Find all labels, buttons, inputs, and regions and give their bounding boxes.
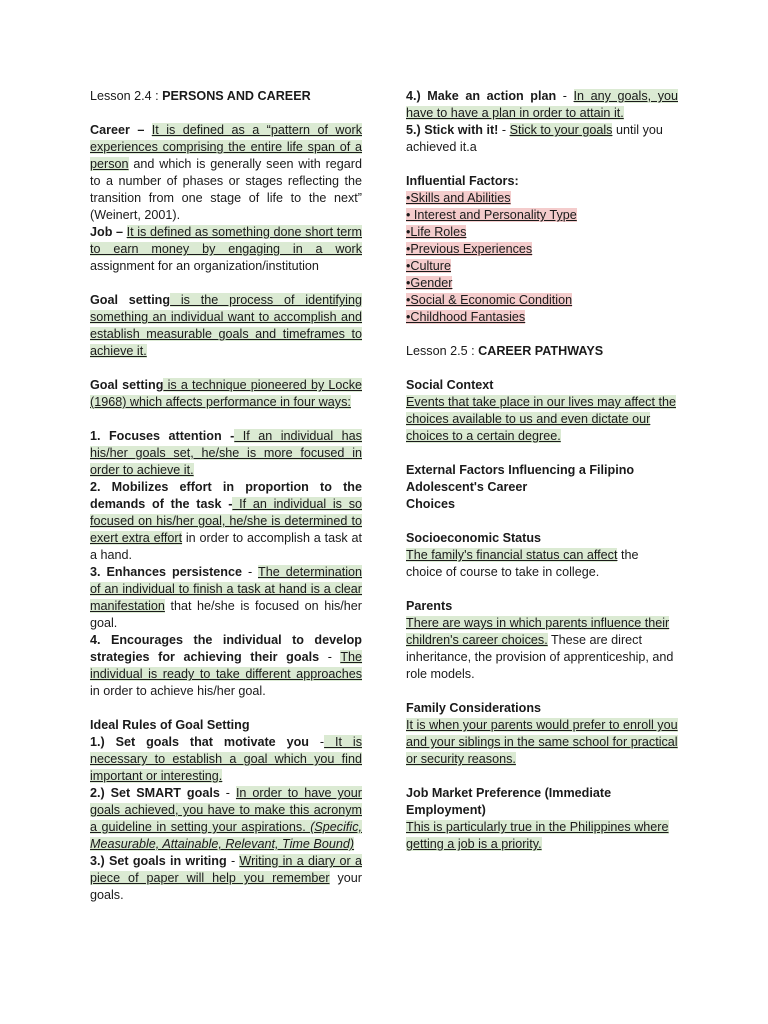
highlight: It is defined as something done short term to earn money by engaging in a work xyxy=(90,225,362,256)
factor-item xyxy=(406,292,678,309)
highlight: If an individual is so focused on his/her goal, he/she is determined to exert extra effort xyxy=(90,497,362,545)
highlight: is the process of identifying something an individual want to accomplish and establish measurable goals and timeframes to achieve it. xyxy=(90,293,362,358)
way-item xyxy=(90,564,362,632)
external-heading: Choices xyxy=(406,497,455,511)
socioeconomic-heading: Socioeconomic Status xyxy=(406,531,542,545)
lesson-title: CAREER PATHWAYS xyxy=(478,344,604,358)
family-text xyxy=(406,717,678,768)
lesson-2-4-heading xyxy=(90,88,362,105)
highlight: The individual is ready to take different approaches xyxy=(90,650,363,681)
text: These are direct inheritance, the provision of apprenticeship, and role models. xyxy=(406,633,674,681)
separator: - xyxy=(498,123,510,137)
factor-item xyxy=(406,309,678,326)
factor-text: •Skills and Abilities xyxy=(406,191,511,205)
job-definition xyxy=(90,224,362,275)
way-item xyxy=(90,479,362,564)
factor-text: • Interest and Personality Type xyxy=(406,208,577,222)
social-text xyxy=(406,394,678,445)
highlight: In any goals, you have to have a plan in order to attain it. xyxy=(406,89,678,120)
text: in order to accomplish a task at a hand. xyxy=(90,531,362,562)
lesson-title: PERSONS AND CAREER xyxy=(162,89,311,103)
text: assignment for an organization/institution xyxy=(90,259,319,273)
smart-acronym: (Specific, Measurable, Attainable, Relevant, Time Bound) xyxy=(90,820,362,851)
highlight: Stick to your goals xyxy=(509,123,613,137)
left-column xyxy=(90,88,362,904)
term: Career – xyxy=(90,123,152,137)
term: Goal setting xyxy=(90,293,171,307)
separator: - xyxy=(319,650,341,664)
way-title: 2. Mobilizes effort in proportion to the demands of the task - xyxy=(90,480,362,511)
rule-item xyxy=(90,734,362,785)
external-heading: Adolescent's Career xyxy=(406,480,528,494)
external-heading: External Factors Influencing a Filipino xyxy=(406,463,635,477)
factor-item xyxy=(406,275,678,292)
rule-item xyxy=(90,785,362,853)
way-title: 4. Encourages the individual to develop strategies for achieving their goals xyxy=(90,633,362,664)
term: Job – xyxy=(90,225,127,239)
highlight: Writing in a diary or a piece of paper will help you remember xyxy=(90,854,362,885)
text: your goals. xyxy=(90,871,362,902)
factor-item xyxy=(406,241,678,258)
highlight: The family's financial status can affect xyxy=(406,548,618,562)
highlight: It is defined as a “pattern of work experiences comprising the entire life span of a person xyxy=(90,123,362,171)
social-heading: Social Context xyxy=(406,378,494,392)
rule-title: 5.) Stick with it! xyxy=(406,123,499,137)
highlight: There are ways in which parents influence their children's career choices. xyxy=(406,616,670,647)
text: until you achieved it.a xyxy=(406,123,663,154)
way-title: 3. Enhances persistence xyxy=(90,565,243,579)
rule-item xyxy=(406,88,678,122)
highlight: Events that take place in our lives may affect the choices available to us and even dictate our choices to a certain degree. xyxy=(406,395,676,443)
highlight: is a technique pioneered by Locke (1968) which affects performance in four ways: xyxy=(90,378,362,409)
way-title: 1. Focuses attention - xyxy=(90,429,235,443)
term: Goal setting xyxy=(90,378,164,392)
text: that he/she is focused on his/her goal. xyxy=(90,599,362,630)
factor-text: •Previous Experiences xyxy=(406,242,533,256)
separator: - xyxy=(556,89,574,103)
lesson-label: Lesson 2.4 : xyxy=(90,89,163,103)
rule-title: 4.) Make an action plan xyxy=(406,89,557,103)
factor-text: •Culture xyxy=(406,259,452,273)
rule-item xyxy=(90,853,362,904)
goal-setting-definition xyxy=(90,292,362,360)
right-column xyxy=(406,88,678,853)
highlight: It is when your parents would prefer to enroll you and your siblings in the same school for practical or security reasons. xyxy=(406,718,678,766)
separator: - xyxy=(242,565,258,579)
factor-text: •Gender xyxy=(406,276,453,290)
rule-title: 1.) Set goals that motivate you xyxy=(90,735,309,749)
highlight: The determination of an individual to finish a task at hand is a clear manifestation xyxy=(90,565,363,613)
text: the choice of course to take in college. xyxy=(406,548,639,579)
career-definition xyxy=(90,122,362,224)
rules-heading: Ideal Rules of Goal Setting xyxy=(90,718,250,732)
factor-text: •Life Roles xyxy=(406,225,467,239)
factor-item xyxy=(406,207,678,224)
factor-text: •Childhood Fantasies xyxy=(406,310,526,324)
highlight: It is necessary to establish a goal which you find important or interesting. xyxy=(90,735,362,783)
lesson-2-5-heading xyxy=(406,343,678,360)
text: in order to achieve his/her goal. xyxy=(90,684,266,698)
factor-item xyxy=(406,224,678,241)
family-heading: Family Considerations xyxy=(406,701,542,715)
locke-intro xyxy=(90,377,362,411)
way-item xyxy=(90,632,362,700)
factor-item xyxy=(406,190,678,207)
way-item xyxy=(90,428,362,479)
highlight: This is particularly true in the Philippines where getting a job is a priority. xyxy=(406,820,669,851)
highlight: In order to have your goals achieved, you have to make this acronym a guideline in setting your aspirations. xyxy=(90,786,362,834)
parents-text xyxy=(406,615,678,683)
job-market-text xyxy=(406,819,678,853)
highlight: If an individual has his/her goals set, he/she is more focused in order to achieve it. xyxy=(90,429,362,477)
parents-heading: Parents xyxy=(406,599,453,613)
text: and which is generally seen with regard to a number of phases or stages reflecting the transition from one stage of life to the next” (Weinert, 2001). xyxy=(90,157,362,222)
separator: - xyxy=(226,854,240,868)
rule-title: 2.) Set SMART goals xyxy=(90,786,220,800)
rule-item xyxy=(406,122,678,156)
separator: - xyxy=(308,735,325,749)
job-market-heading: Job Market Preference (Immediate Employment) xyxy=(406,786,612,817)
factor-text: •Social & Economic Condition xyxy=(406,293,573,307)
socioeconomic-text xyxy=(406,547,678,581)
rule-title: 3.) Set goals in writing xyxy=(90,854,227,868)
factor-item xyxy=(406,258,678,275)
lesson-label: Lesson 2.5 : xyxy=(406,344,479,358)
influential-heading: Influential Factors: xyxy=(406,174,519,188)
separator: - xyxy=(219,786,236,800)
